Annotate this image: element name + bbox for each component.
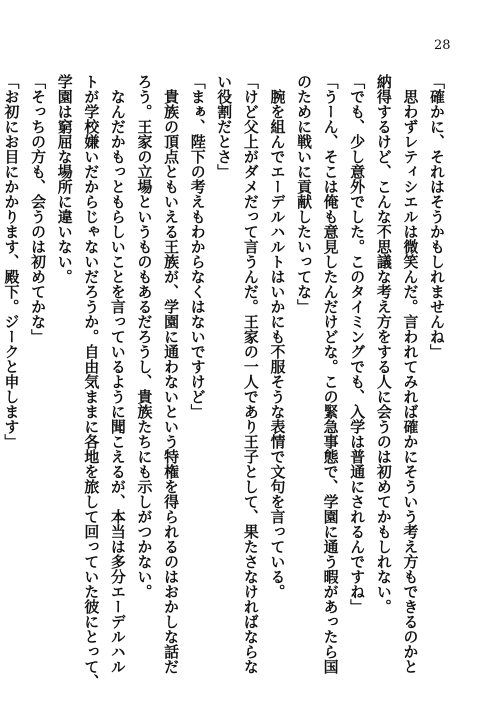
text-line-3: 納得するけど、こんな不思議な考え方をする人に会うのは初めてかもしれない。	[374, 74, 393, 614]
text-line-12: ろう。王家の立場というものもあるだろうし、貴族たちにも示しがつかない。	[135, 74, 154, 599]
text-line-1: 「確かに、それはそうかもしれませんね」	[428, 74, 446, 359]
text-line-17: 「お初にお目にかかります、殿下。ジークと申します」	[2, 74, 21, 449]
text-line-7: 腕を組んでエーデルハルトはいかにも不服そうな表情で文句を言っている。	[268, 88, 287, 599]
text-line-2: 思わずレティシエルは微笑んだ。言われてみれば確かにそういう考え方もできるのかと	[401, 88, 420, 674]
text-line-16: 「そっちの方も、会うのは初めてかな」	[29, 74, 48, 344]
text-line-9: い役割だとさ」	[215, 74, 234, 179]
vertical-text-column	[0, 74, 450, 689]
text-line-4: 「でも、少し意外でした。このタイミングでも、入学は普通にされるんですね」	[348, 74, 367, 614]
text-line-6: のために戦いに貢献したいってな」	[295, 74, 314, 314]
text-line-10: 「まぁ、陛下の考えもわからなくはないですけど」	[188, 74, 207, 419]
text-line-5: 「うーん、そこは俺も意見したんだけどな。この緊急事態で、学園に通う暇があったら国	[321, 74, 340, 674]
text-line-14: トが学校嫌いだからじゃないだろうか。自由気ままに各地を旅して回っていた彼にとって、	[82, 74, 101, 689]
text-line-11: 貴族の頂点ともいえる王族が、学園に通わないという特権を得られるのはおかしな話だ	[162, 88, 181, 674]
page-number: 28	[434, 38, 451, 53]
text-line-15: 学園は窮屈な場所に違いない。	[55, 74, 74, 284]
text-line-8: 「けど父上がダメだって言うんだ。王家の一人であり王子として、果たさなければならな	[241, 74, 260, 674]
text-line-13: なんだかもっともらしいことを言っているように聞こえるが、本当は多分エーデルハル	[108, 88, 127, 674]
